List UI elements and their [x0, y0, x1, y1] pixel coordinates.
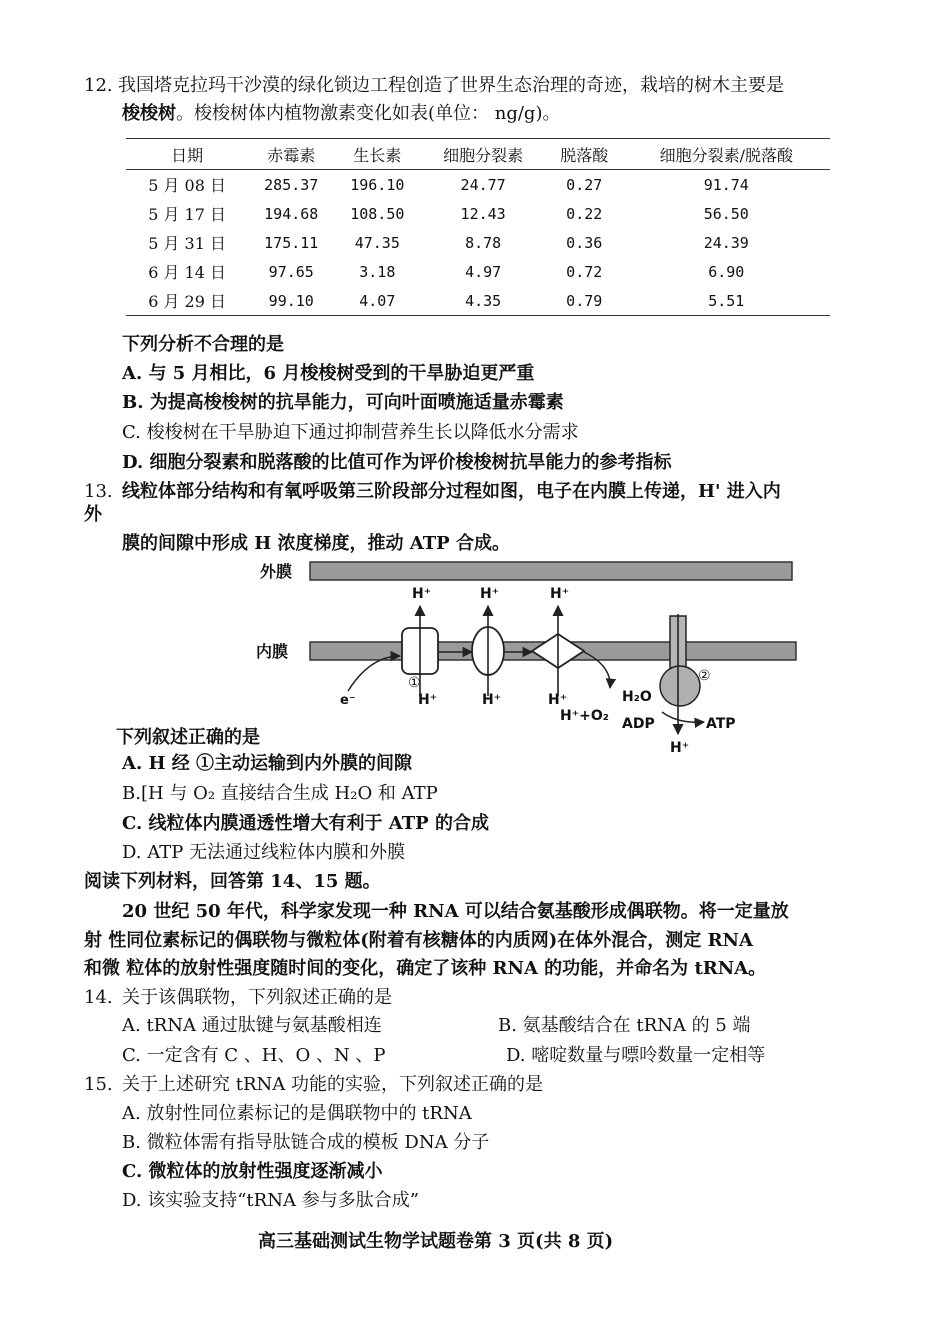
table-cell: 99.10	[248, 286, 334, 316]
q13-option-c: C. 线粒体内膜通透性增大有利于 ATP 的合成	[122, 813, 489, 834]
page-footer: 高三基础测试生物学试题卷第 3 页(共 8 页)	[258, 1231, 614, 1252]
q12-option-a: A. 与 5 月相比，6 月梭梭树受到的干旱胁迫更严重	[122, 363, 535, 384]
reading-paragraph-line1: 20 世纪 50 年代，科学家发现一种 RNA 可以结合氨基酸形成偶联物。将一定量放	[122, 901, 789, 922]
h-plus-bottom-1: H⁺	[418, 692, 438, 708]
h2o-label: H₂O	[622, 689, 652, 705]
table-cell: 0.79	[546, 286, 623, 316]
q13-option-b: B.[H 与 O₂ 直接结合生成 H₂O 和 ATP	[122, 783, 438, 804]
q15-number: 15.	[84, 1074, 113, 1095]
table-cell-date: 6 月 29 日	[126, 286, 248, 316]
h-plus-top-3: H⁺	[550, 586, 570, 602]
q14-option-c: C. 一定含有 C 、H、O 、N 、P	[122, 1045, 386, 1066]
q15-option-b: B. 微粒体需有指导肽链合成的模板 DNA 分子	[122, 1132, 490, 1153]
table-cell: 196.10	[350, 175, 405, 194]
reading-paragraph-line2: 射 性同位素标记的偶联物与微粒体(附着有核糖体的内质网)在体外混合，测定 RNA	[84, 930, 753, 951]
atp-label: ATP	[706, 716, 736, 732]
table-header: 细胞分裂素	[420, 139, 546, 170]
table-cell: 108.50	[350, 204, 405, 223]
q12-question: 下列分析不合理的是	[122, 334, 284, 355]
electron-path	[348, 656, 400, 691]
q14-number: 14.	[84, 987, 113, 1008]
table-cell: 8.78	[465, 233, 502, 252]
table-row	[126, 257, 830, 286]
table-row	[126, 286, 830, 316]
table-header: 细胞分裂素/脱落酸	[623, 139, 830, 170]
table-header: 日期	[126, 139, 248, 170]
circle-1-label: ①	[408, 675, 421, 691]
q15-option-a: A. 放射性同位素标记的是偶联物中的 tRNA	[122, 1103, 472, 1124]
table-cell-date: 5 月 17 日	[148, 205, 227, 224]
h-plus-top-1: H⁺	[412, 586, 432, 602]
table-row	[126, 170, 830, 200]
table-cell: 0.36	[566, 233, 603, 252]
q13-option-a: A. H 经 ①主动运输到内外膜的间隙	[122, 753, 413, 774]
q13-stem-line2: 膜的间隙中形成 H 浓度梯度，推动 ATP 合成。	[122, 533, 510, 554]
table-row	[126, 199, 830, 228]
q12-option-b: B. 为提高梭梭树的抗旱能力，可向叶面喷施适量赤霉素	[122, 392, 564, 413]
table-row	[126, 228, 830, 257]
q14-option-a: A. tRNA 通过肽键与氨基酸相连	[122, 1015, 382, 1036]
q12-option-d: D. 细胞分裂素和脱落酸的比值可作为评价梭梭树抗旱能力的参考指标	[122, 452, 672, 473]
hormone-table	[126, 138, 830, 316]
table-cell: 0.72	[566, 262, 603, 281]
circle-2-label: ②	[698, 668, 711, 684]
reading-intro: 阅读下列材料，回答第 14、15 题。	[84, 871, 381, 892]
table-cell: 97.65	[268, 262, 314, 281]
q14-question: 关于该偶联物，下列叙述正确的是	[122, 987, 392, 1008]
table-header: 脱落酸	[546, 139, 623, 170]
q15-question: 关于上述研究 tRNA 功能的实验，下列叙述正确的是	[122, 1074, 543, 1095]
q12-bold-term: 梭梭树	[122, 103, 176, 124]
q12-number: 12.	[84, 75, 113, 96]
q12-stem-rest: 。梭梭树体内植物激素变化如表(单位： ng/g)。	[176, 103, 561, 124]
reading-paragraph-line3: 和微 粒体的放射性强度随时间的变化，确定了该种 RNA 的功能，并命名为 tRNA。	[84, 958, 767, 979]
table-cell: 3.18	[359, 262, 396, 281]
atp-synthase-head	[660, 666, 700, 706]
table-cell: 24.77	[460, 175, 506, 194]
table-cell: 285.37	[264, 175, 319, 194]
q12-stem-line2	[122, 102, 560, 126]
h-plus-top-2: H⁺	[480, 586, 500, 602]
mitochondria-diagram	[250, 556, 810, 756]
q12-option-c: C. 梭梭树在干旱胁迫下通过抑制营养生长以降低水分需求	[122, 422, 579, 443]
electron-label: e⁻	[340, 693, 356, 708]
table-header: 赤霉素	[248, 139, 334, 170]
table-cell: 12.43	[460, 204, 506, 223]
table-cell: 91.74	[703, 175, 749, 194]
table-cell: 56.50	[703, 204, 749, 223]
table-cell: 47.35	[354, 233, 400, 252]
q15-option-d: D. 该实验支持“tRNA 参与多肽合成”	[122, 1190, 419, 1211]
table-cell: 194.68	[264, 204, 319, 223]
q14-option-b: B. 氨基酸结合在 tRNA 的 5 端	[498, 1015, 751, 1036]
q13-stem-wrap: 外	[84, 504, 102, 525]
inner-membrane-label: 内膜	[256, 642, 289, 661]
table-cell-date: 5 月 31 日	[148, 234, 227, 253]
h-o2-label: H⁺+O₂	[560, 708, 609, 724]
table-cell: 24.39	[703, 233, 749, 252]
table-cell: 6.90	[708, 262, 745, 281]
table-cell: 4.97	[465, 262, 502, 281]
outer-membrane	[310, 562, 792, 580]
q13-stem-line1: 线粒体部分结构和有氧呼吸第三阶段部分过程如图，电子在内膜上传递，H' 进入内	[122, 481, 781, 502]
h-plus-bottom-3: H⁺	[548, 692, 568, 708]
h-plus-bottom-2: H⁺	[482, 692, 502, 708]
q13-question: 下列叙述正确的是	[116, 727, 260, 748]
table-cell: 0.22	[566, 204, 603, 223]
q13-number: 13.	[84, 481, 113, 502]
table-header: 生长素	[334, 139, 420, 170]
table-cell: 175.11	[264, 233, 319, 252]
q14-option-d: D. 嘧啶数量与嘌呤数量一定相等	[506, 1045, 766, 1066]
table-header-row	[126, 139, 830, 170]
q12-stem-line1: 我国塔克拉玛干沙漠的绿化锁边工程创造了世界生态治理的奇迹，栽培的树木主要是	[118, 75, 784, 96]
table-cell-date: 5 月 08 日	[148, 176, 227, 195]
q13-option-d: D. ATP 无法通过线粒体内膜和外膜	[122, 842, 406, 863]
table-cell: 4.07	[334, 286, 420, 316]
adp-label: ADP	[622, 716, 655, 732]
h-plus-bottom-4: H⁺	[670, 740, 690, 756]
q15-option-c: C. 微粒体的放射性强度逐渐减小	[122, 1161, 383, 1182]
outer-membrane-label: 外膜	[260, 562, 293, 581]
table-cell: 5.51	[623, 286, 830, 316]
table-cell-date: 6 月 14 日	[148, 263, 227, 282]
table-cell: 4.35	[420, 286, 546, 316]
table-cell: 0.27	[566, 175, 603, 194]
